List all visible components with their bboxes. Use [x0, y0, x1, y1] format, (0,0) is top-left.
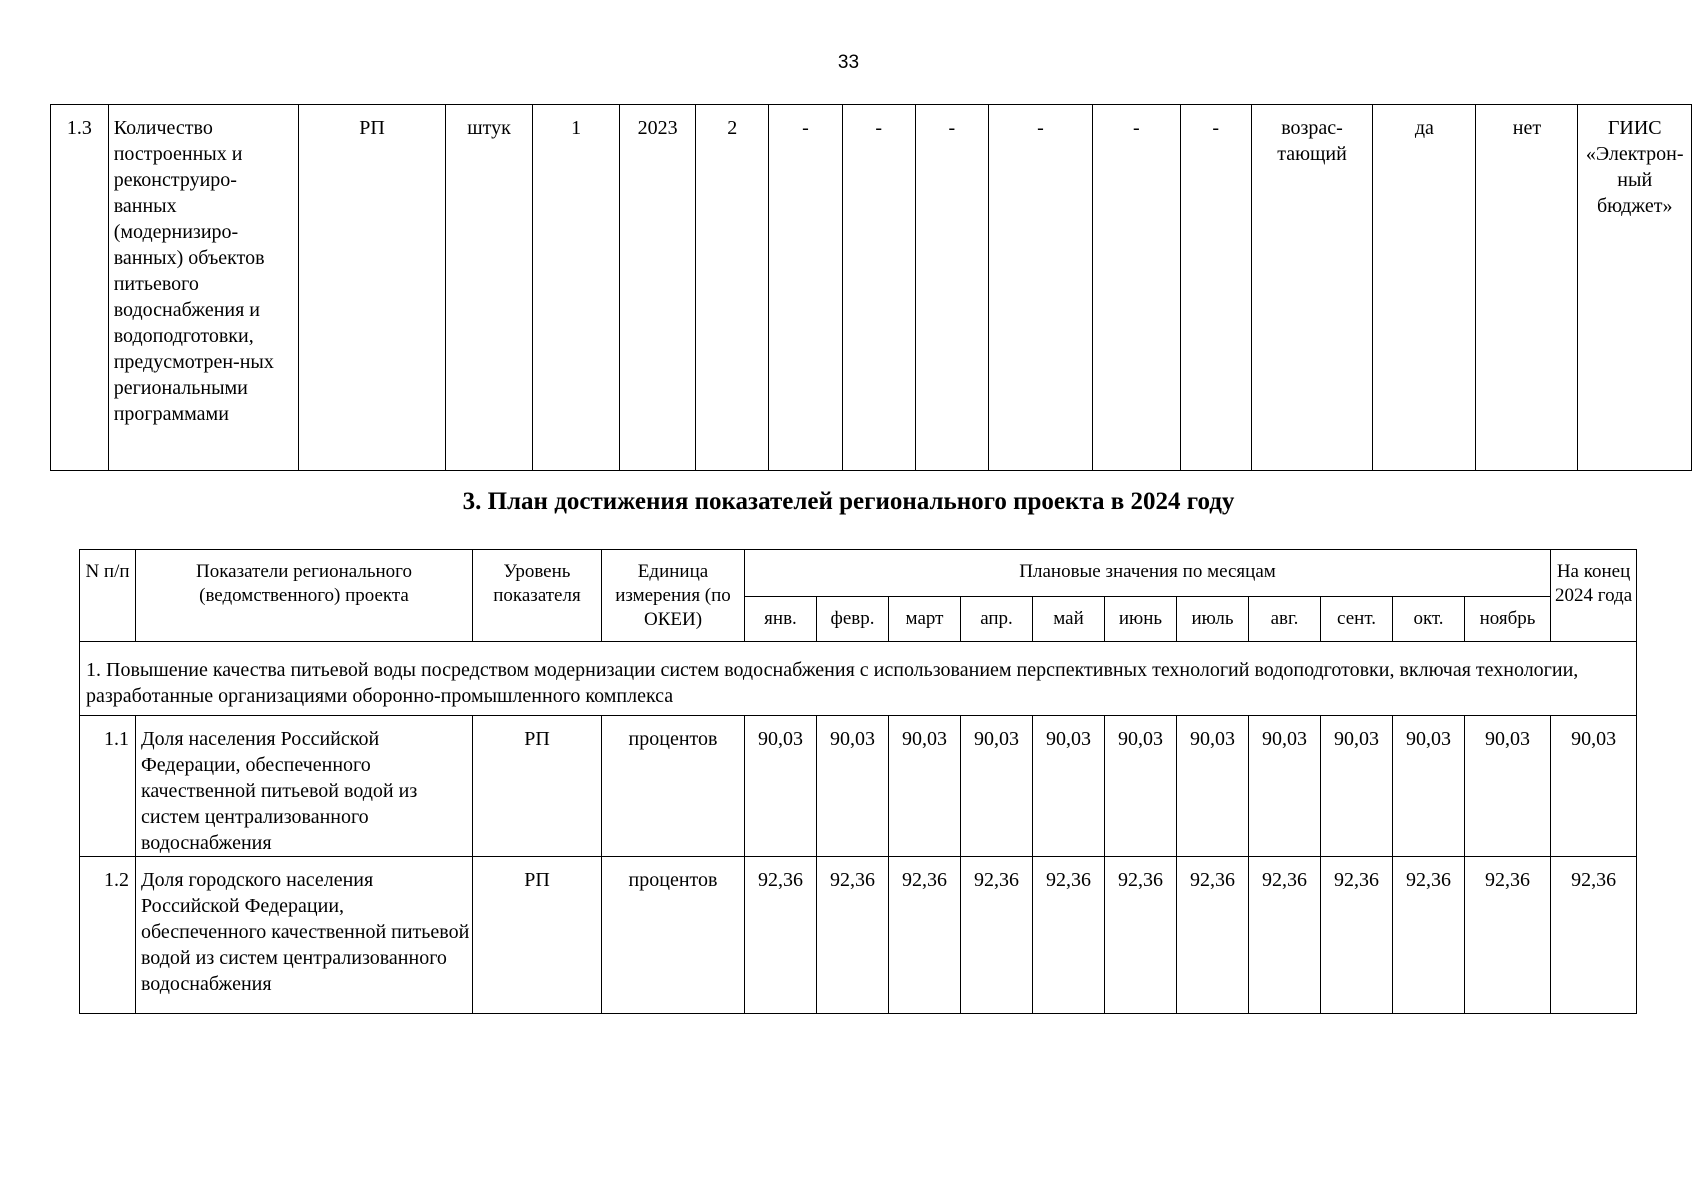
indicators-table-continued [50, 104, 1692, 471]
month-value: 90,03 [1033, 716, 1105, 857]
month-value: 92,36 [817, 857, 889, 1014]
table-cell: - [1093, 105, 1181, 471]
month-value: 90,03 [745, 716, 817, 857]
month-value: 90,03 [1177, 716, 1249, 857]
month-header: июнь [1105, 597, 1177, 642]
base-value: 1 [533, 105, 620, 471]
goal-row [80, 642, 1637, 716]
page-number: 33 [837, 52, 860, 73]
month-value: 92,36 [1105, 857, 1177, 1014]
value-2024: 2 [696, 105, 769, 471]
header-row [80, 550, 1637, 597]
header-num: N п/п [80, 550, 136, 642]
table-row [80, 857, 1637, 1014]
growth-type: возрас-тающий [1251, 105, 1373, 471]
month-value: 92,36 [1033, 857, 1105, 1014]
month-value: 90,03 [1249, 716, 1321, 857]
table-cell: - [769, 105, 842, 471]
header-unit: Единица измерения (по ОКЕИ) [602, 550, 745, 642]
month-header: май [1033, 597, 1105, 642]
table-cell: - [1180, 105, 1251, 471]
indicator-level: РП [473, 716, 602, 857]
month-header: март [889, 597, 961, 642]
indicator-level: РП [473, 857, 602, 1014]
month-value: 90,03 [1321, 716, 1393, 857]
unit: процентов [602, 857, 745, 1014]
month-header: янв. [745, 597, 817, 642]
month-header: авг. [1249, 597, 1321, 642]
month-value: 92,36 [961, 857, 1033, 1014]
year-end-value: 92,36 [1551, 857, 1637, 1014]
month-value: 92,36 [1249, 857, 1321, 1014]
month-value: 92,36 [889, 857, 961, 1014]
month-header: апр. [961, 597, 1033, 642]
table-cell: да [1373, 105, 1476, 471]
month-value: 90,03 [817, 716, 889, 857]
table-cell: - [842, 105, 915, 471]
table-cell: - [988, 105, 1092, 471]
unit: штук [445, 105, 533, 471]
unit: процентов [602, 716, 745, 857]
goal-text: 1. Повышение качества питьевой воды посредством модернизации систем водоснабжения с использованием перспективных технологий водоподготовки, включая технологии, разработанные организациями оборонно-промышленного комплекса [80, 642, 1637, 716]
header-level: Уровень показателя [473, 550, 602, 642]
indicator-name: Доля городского населения Российской Федерации, обеспеченного качественной питьевой водой из систем централизованного водоснабжения [136, 857, 473, 1014]
indicator-level: РП [299, 105, 445, 471]
month-value: 92,36 [1393, 857, 1465, 1014]
row-number: 1.3 [51, 105, 109, 471]
month-value: 92,36 [1177, 857, 1249, 1014]
month-value: 90,03 [961, 716, 1033, 857]
month-header: ноябрь [1465, 597, 1551, 642]
month-header: сент. [1321, 597, 1393, 642]
month-value: 90,03 [1105, 716, 1177, 857]
section-title: 3. План достижения показателей регионального проекта в 2024 году [462, 488, 1235, 515]
header-planned: Плановые значения по месяцам [745, 550, 1551, 597]
indicator-name: Доля населения Российской Федерации, обеспеченного качественной питьевой водой из систем централизованного водоснабжения [136, 716, 473, 857]
table-row [80, 716, 1637, 857]
table-row [51, 105, 1692, 471]
table-cell: - [915, 105, 988, 471]
monthly-plan-table [79, 549, 1637, 1014]
month-value: 92,36 [1465, 857, 1551, 1014]
row-number: 1.2 [80, 857, 136, 1014]
month-header: июль [1177, 597, 1249, 642]
month-value: 90,03 [1465, 716, 1551, 857]
info-system: ГИИС «Электрон-ный бюджет» [1578, 105, 1692, 471]
header-indicator: Показатели регионального (ведомственного) проекта [136, 550, 473, 642]
month-header: окт. [1393, 597, 1465, 642]
month-header: февр. [817, 597, 889, 642]
month-value: 92,36 [1321, 857, 1393, 1014]
table-cell: нет [1476, 105, 1578, 471]
month-value: 90,03 [889, 716, 961, 857]
indicator-name: Количество построенных и реконструиро-ванных (модернизиро-ванных) объектов питьевого водоснабжения и водоподготовки, предусмотрен-ных региональными программами [108, 105, 299, 471]
year-end-value: 90,03 [1551, 716, 1637, 857]
header-year-end: На конец 2024 года [1551, 550, 1637, 642]
month-value: 90,03 [1393, 716, 1465, 857]
base-year: 2023 [619, 105, 695, 471]
month-value: 92,36 [745, 857, 817, 1014]
row-number: 1.1 [80, 716, 136, 857]
